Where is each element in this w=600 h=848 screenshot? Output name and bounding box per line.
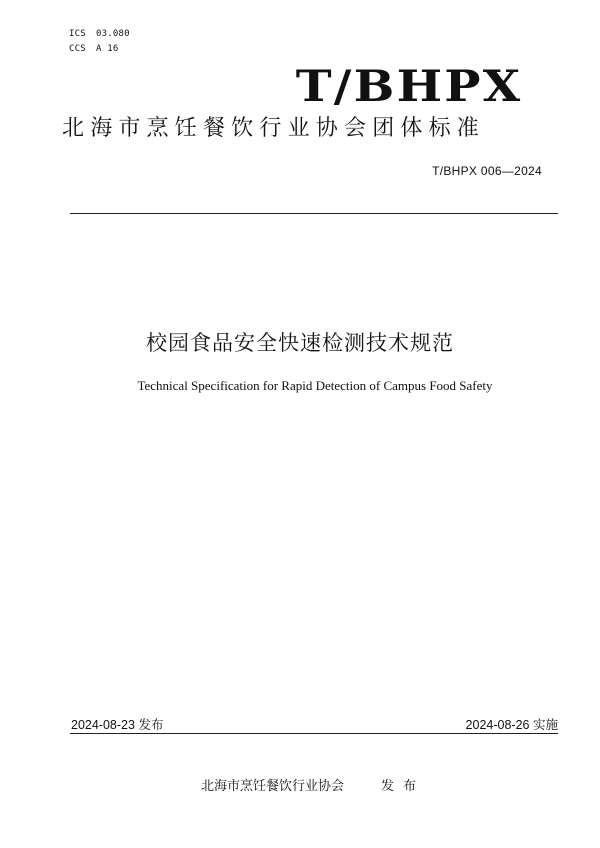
- standard-mark: T/BHPX: [295, 62, 522, 112]
- ccs-code: A 16: [96, 44, 119, 54]
- standard-number: T/BHPX 006—2024: [432, 164, 542, 178]
- ccs-classification: [69, 44, 118, 54]
- bottom-divider: [70, 733, 558, 734]
- top-divider: [70, 213, 558, 214]
- document-title-english: Technical Specification for Rapid Detection of Campus Food Safety: [137, 378, 493, 393]
- standard-type-heading: 北海市烹饪餐饮行业协会团体标准: [62, 116, 486, 141]
- issue-date-line: [71, 715, 163, 733]
- ccs-label: CCS: [69, 44, 86, 54]
- ics-code: 03.080: [96, 29, 130, 39]
- implement-date: 2024-08-26: [465, 718, 530, 732]
- ics-classification: [69, 29, 130, 39]
- publish-label: 发布: [381, 779, 426, 794]
- publisher-name: 北海市烹饪餐饮行业协会: [201, 779, 345, 794]
- implement-date-line: [466, 715, 558, 733]
- implement-label: 实施: [532, 718, 558, 732]
- ics-label: ICS: [69, 29, 86, 39]
- document-title-chinese: 校园食品安全快速检测技术规范: [146, 331, 454, 355]
- issue-label: 发布: [138, 718, 164, 732]
- issue-date: 2024-08-23: [71, 718, 135, 732]
